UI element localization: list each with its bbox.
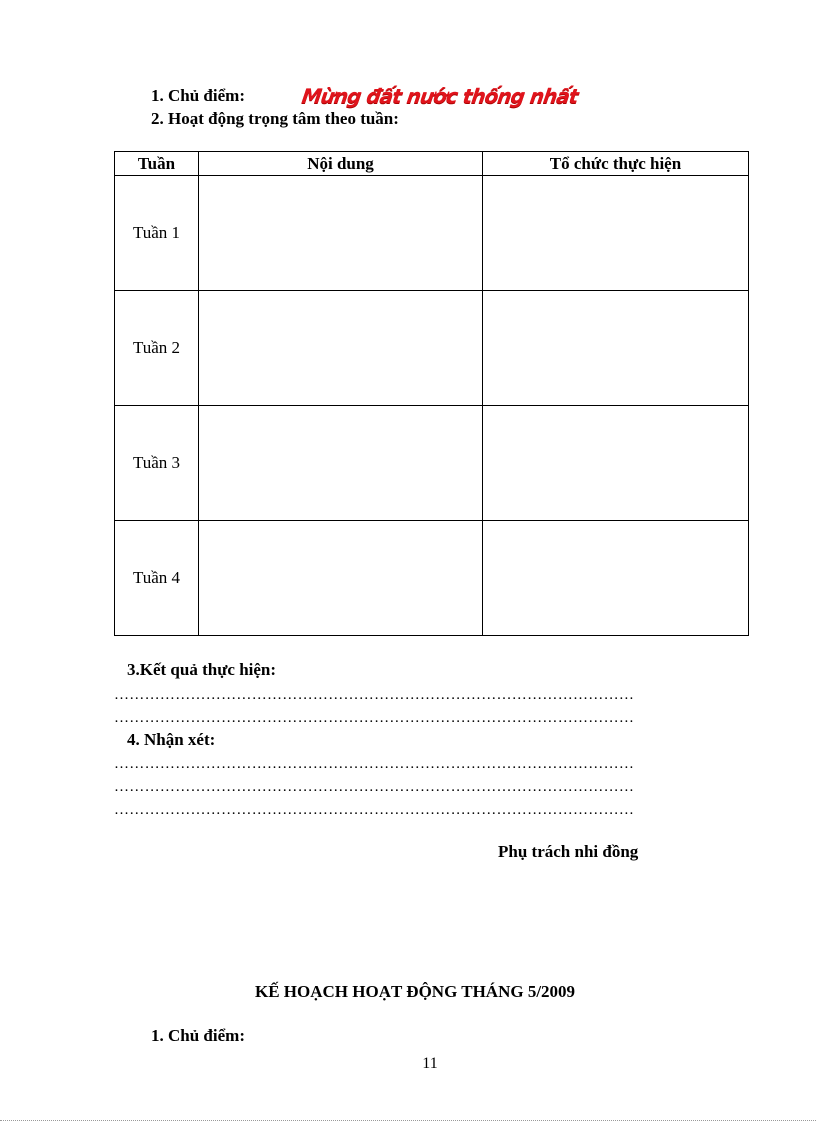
header-content: Nội dung [199, 152, 483, 176]
page-number: 11 [422, 1055, 438, 1072]
comment-dotted-line: ………………………………………………………………………………………… [114, 802, 635, 818]
organization-cell [483, 291, 749, 406]
content-cell [199, 521, 483, 636]
table-row [115, 521, 749, 636]
week-cell: Tuần 3 [115, 406, 199, 521]
content-cell [199, 291, 483, 406]
comment-dotted-line: ………………………………………………………………………………………… [114, 779, 635, 795]
next-chu-diem-label: 1. Chủ điểm: [151, 1026, 245, 1045]
nhan-xet-label: 4. Nhận xét: [127, 730, 216, 749]
organization-cell [483, 406, 749, 521]
table-row [115, 176, 749, 291]
header-organization: Tổ chức thực hiện [483, 152, 749, 176]
result-dotted-line: ………………………………………………………………………………………… [114, 710, 635, 726]
table-row [115, 406, 749, 521]
theme-handwritten-text: Mừng đất nước thống nhất [300, 84, 580, 108]
week-cell: Tuần 2 [115, 291, 199, 406]
signature-label: Phụ trách nhi đồng [498, 842, 639, 861]
comment-dotted-line: ………………………………………………………………………………………… [114, 756, 635, 772]
next-plan-title: KẾ HOẠCH HOẠT ĐỘNG THÁNG 5/2009 [255, 982, 576, 1001]
week-cell: Tuần 1 [115, 176, 199, 291]
content-cell [199, 176, 483, 291]
hoat-dong-label: 2. Hoạt động trọng tâm theo tuần: [151, 109, 399, 128]
table-header-row [115, 152, 749, 176]
result-dotted-line: ………………………………………………………………………………………… [114, 687, 635, 703]
content-cell [199, 406, 483, 521]
page-bottom-border [0, 1120, 816, 1121]
organization-cell [483, 176, 749, 291]
table-row [115, 291, 749, 406]
organization-cell [483, 521, 749, 636]
week-cell: Tuần 4 [115, 521, 199, 636]
weekly-activity-table [114, 151, 749, 636]
chu-diem-label: 1. Chủ điểm: [151, 86, 245, 105]
ket-qua-label: 3.Kết quả thực hiện: [127, 660, 277, 679]
header-week: Tuần [115, 152, 199, 176]
